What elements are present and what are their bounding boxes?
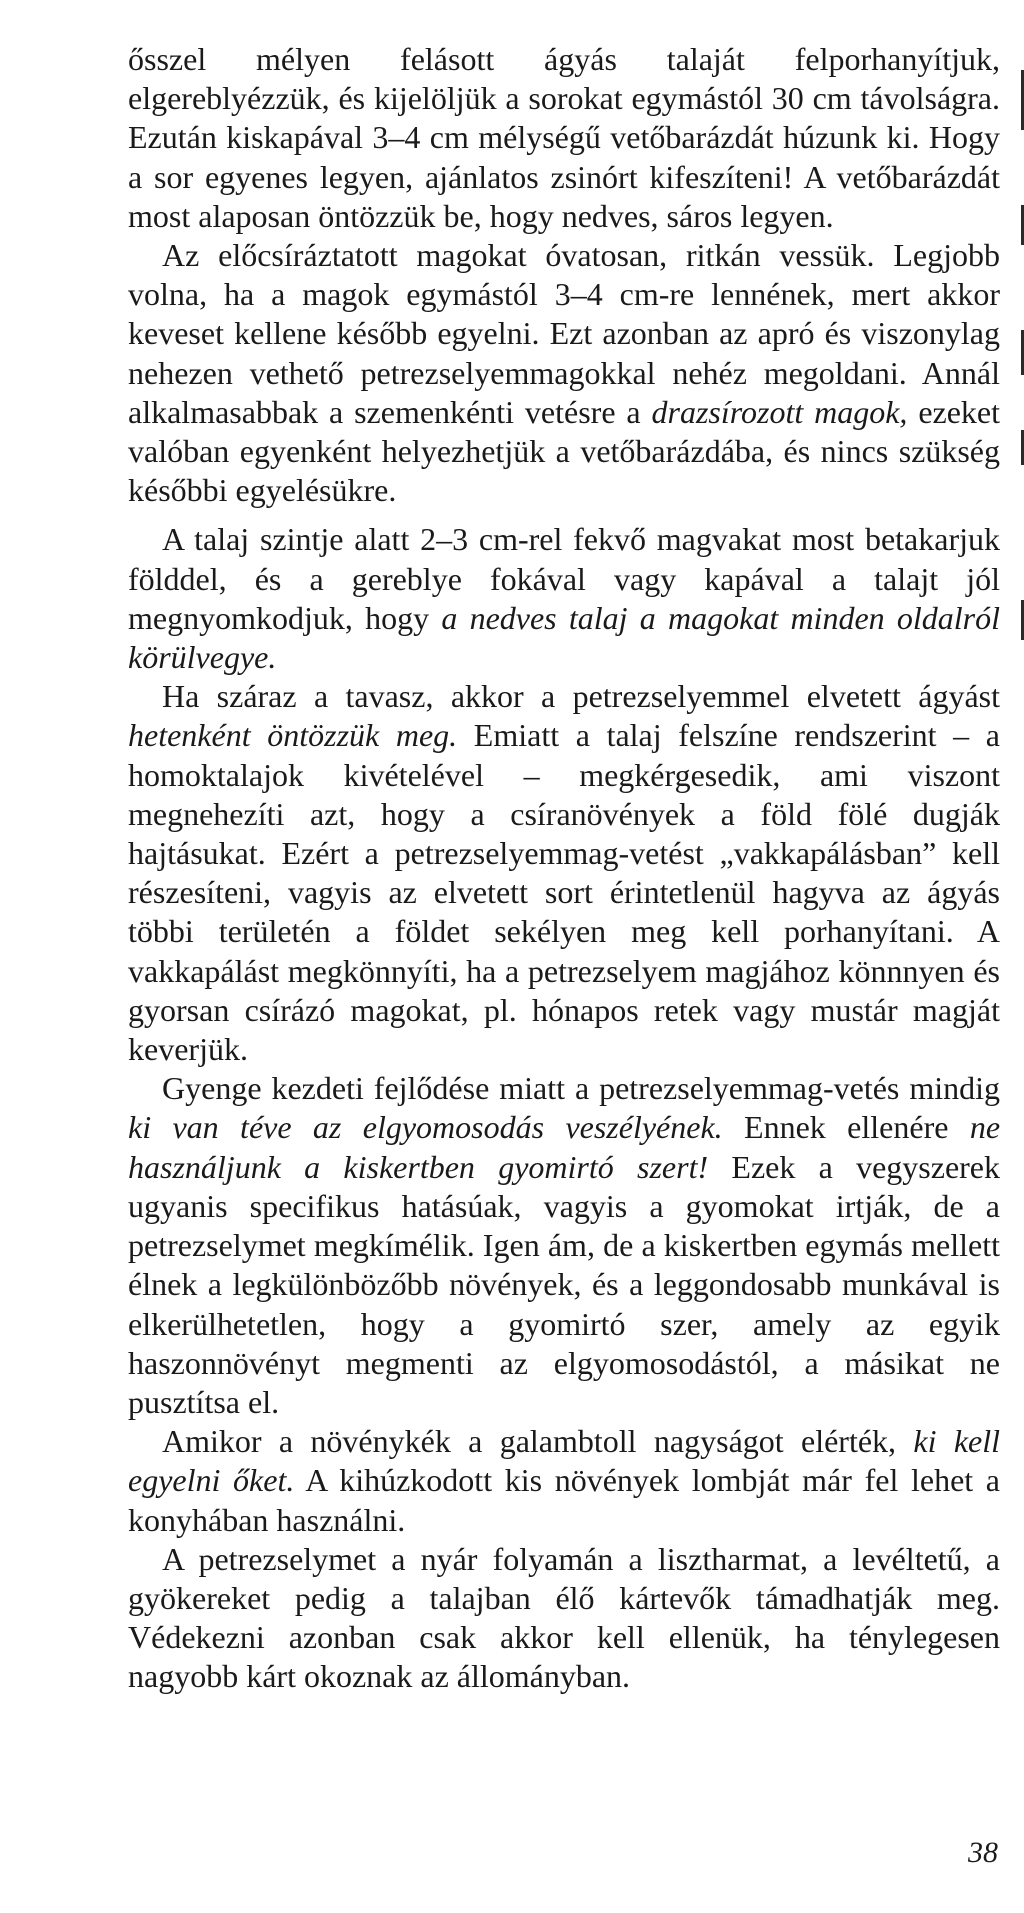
paragraph-2 — [128, 236, 1000, 510]
paragraph-6 — [128, 1422, 1000, 1540]
text-segment: ősszel mélyen felásott ágyás talaját felporhanyítjuk, elgereblyézzük, és kijelöljük a sorokat egymástól 30 cm távolságra. Ezután kiskapával 3–4 cm mélységű vetőbarázdát húzunk ki. Hogy a sor egyenes legyen, ajánlatos zsinórt kifeszíteni! A vetőbarázdát most alaposan öntözzük be, hogy nedves, sáros legyen. — [128, 41, 1000, 234]
italic-phrase: drazsírozott magok, — [651, 393, 908, 430]
italic-phrase: a nedves talaj a magokat minden oldalról körülvegye. — [128, 599, 1001, 676]
italic-phrase: ki van téve az elgyomosodás veszélyének. — [128, 1109, 723, 1146]
text-segment: A kihúzkodott kis növények lombját már fel lehet a konyhában használni. — [128, 1462, 1001, 1538]
text-segment: A talaj szintje alatt 2–3 cm-rel fekvő magvakat most betakarjuk földdel, és a gereblye fokával vagy kapával a talajt jól megnyomkodjuk, hogy — [128, 521, 1000, 636]
italic-phrase: ki kell egyelni őket. — [128, 1423, 1001, 1499]
paragraph-5 — [128, 1069, 1000, 1422]
text-segment: A petrezselymet a nyár folyamán a lisztharmat, a levéltetű, a gyökereket pedig a talajban élő kártevők támadhatják meg. Védekezni azonban csak akkor kell ellenük, ha ténylegesen nagyobb kárt okoznak az állományban. — [128, 1540, 1000, 1695]
italic-phrase: hetenként öntözzük meg. — [128, 717, 458, 754]
paragraph-3 — [128, 520, 1000, 677]
body-text — [128, 40, 1000, 1697]
text-segment: ezeket valóban egyenként helyezhetjük a vetőbarázdába, és nincs szükség későbbi egyelésükre. — [128, 393, 1001, 509]
text-segment: Ennek ellenére — [722, 1109, 970, 1146]
text-segment: Ha száraz a tavasz, akkor a petrezselyemmel elvetett ágyást — [162, 678, 1000, 715]
text-segment: Amikor a növénykék a galambtoll nagyságot elérték, — [162, 1423, 914, 1460]
italic-phrase: ne használjunk a kiskertben gyomirtó szert! — [128, 1109, 1001, 1185]
page-number: 38 — [968, 1836, 998, 1869]
paragraph-7 — [128, 1540, 1000, 1697]
text-segment: Ezek a vegyszerek ugyanis specifikus hatásúak, vagyis a gyomokat irtják, de a petrezselymet megkímélik. Igen ám, de a kiskertben egymás mellett élnek a legkülönbözőbb növények, és a leggondosabb munkával is elkerülhetetlen, hogy a gyomirtó szer, amely az egyik haszonnövényt megmenti az elgyomosodástól, a másikat ne pusztítsa el. — [128, 1148, 1001, 1420]
text-segment: Emiatt a talaj felszíne rendszerint – a homoktalajok kivételével – megkérgesedik, ami viszont megnehezíti azt, hogy a csíranövények a föld fölé dugják hajtásukat. Ezért a petrezselyemmag-vetést „vakkapálásban” kell részesíteni, vagyis az elvetett sort érintetlenül hagyva az ágyás többi területén a földet sekélyen meg kell porhanyítani. A vakkapálást megkönnyíti, ha a petrezselyem magjához könnnyen és gyorsan csírázó magokat, pl. hónapos retek vagy mustár magját keverjük. — [128, 717, 1001, 1068]
paragraph-4 — [128, 677, 1000, 1069]
text-segment: Az előcsíráztatott magokat óvatosan, ritkán vessük. Legjobb volna, ha a magok egymástól 3–4 cm-re lennének, mert akkor keveset kellene később egyelni. Ezt azonban az apró és viszonylag nehezen vethető petrezselyemmagokkal nehéz megoldani. Annál alkalmasabbak a szemenkénti vetésre a — [128, 237, 1000, 430]
paragraph-1 — [128, 40, 1000, 236]
text-segment: Gyenge kezdeti fejlődése miatt a petrezselyemmag-vetés mindig — [162, 1070, 1000, 1107]
